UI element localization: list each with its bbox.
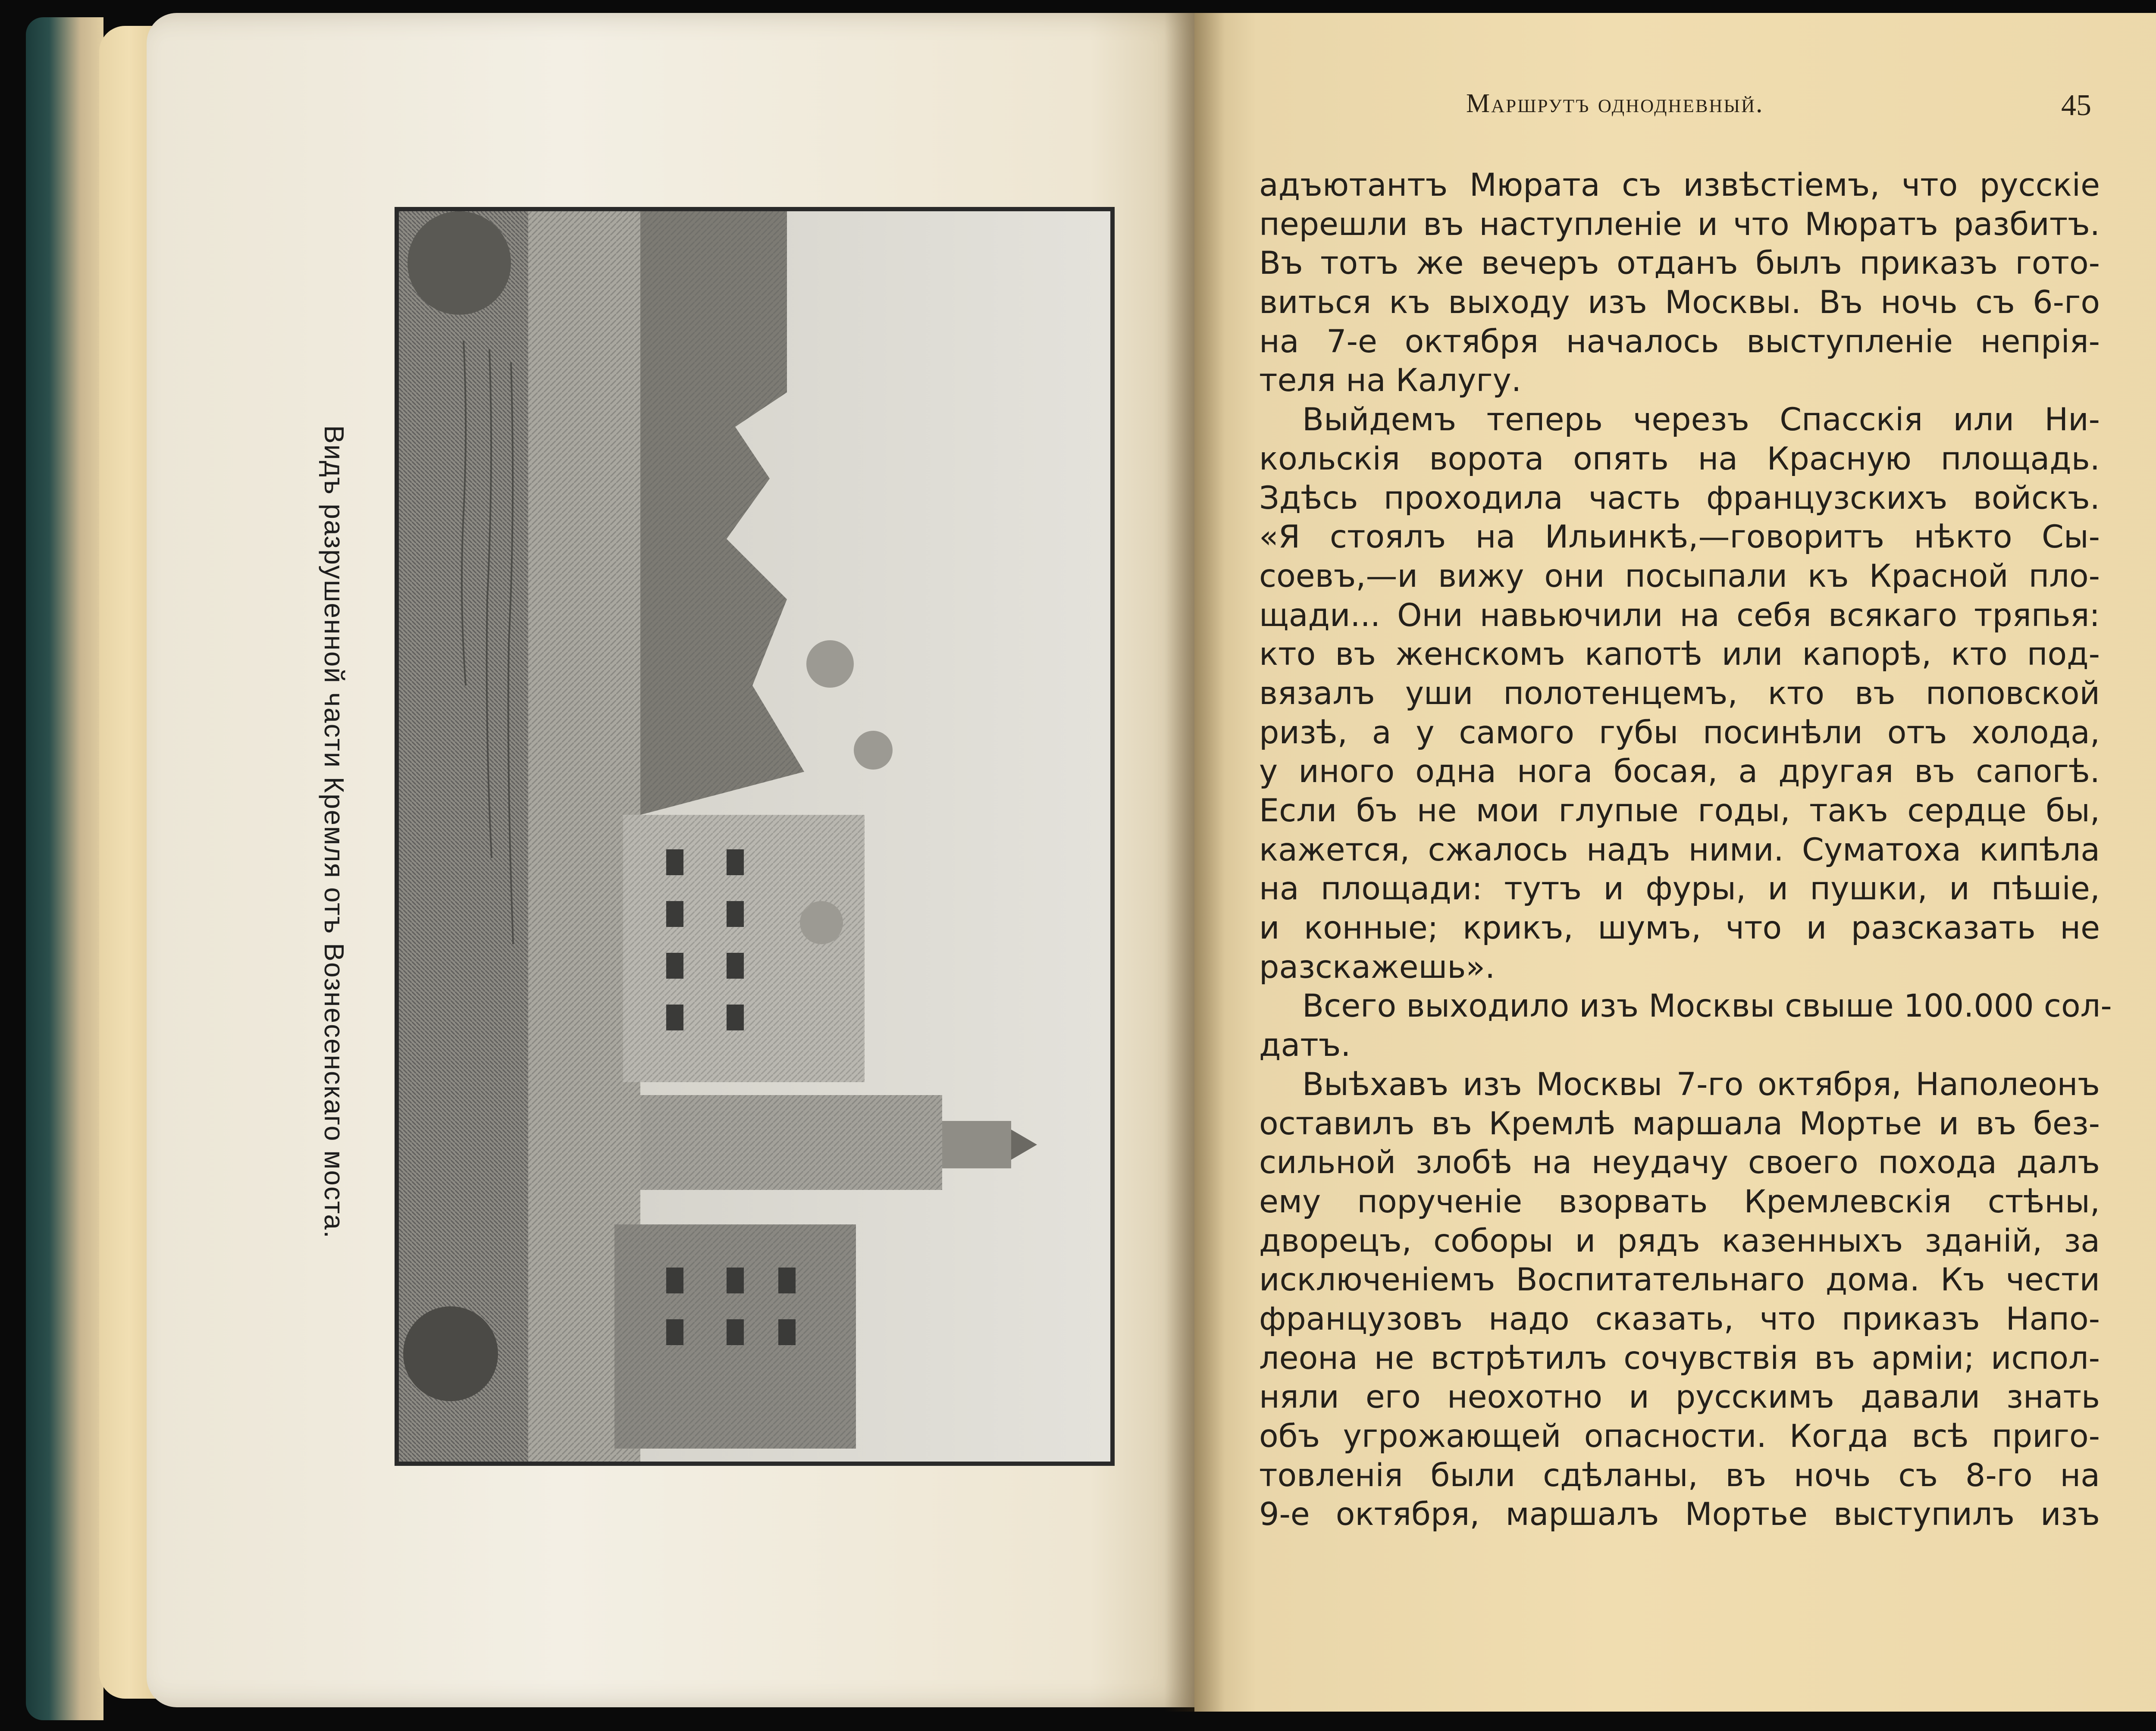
text-line: адъютантъ Мюрата съ извѣстіемъ, что русскіе	[1259, 167, 2100, 203]
book-cover-edge-left	[26, 17, 103, 1720]
text-line: кажется, сжалось надъ ними. Суматоха кипѣла	[1259, 831, 2100, 868]
text-line: дворецъ, соборы и рядъ казенныхъ зданій, за	[1259, 1222, 2100, 1259]
running-head: Маршрутъ однодневный.	[1466, 89, 1764, 118]
text-line: «Я стоялъ на Ильинкѣ,—говоритъ нѣкто Сы-	[1259, 519, 2100, 556]
text-line: виться къ выходу изъ Москвы. Въ ночь съ 6-го	[1259, 284, 2100, 321]
text-line: на 7-е октября началось выступленіе непрія-	[1259, 323, 2100, 360]
text-line: Если бъ не мои глупые годы, такъ сердце бы,	[1259, 792, 2100, 829]
text-line: кольскія ворота опять на Красную площадь.	[1259, 440, 2100, 477]
text-line: няли его неохотно и русскимъ давали знать	[1259, 1379, 2100, 1416]
text-line: на площади: тутъ и фуры, и пушки, и пѣшіе,	[1259, 870, 2100, 908]
text-line: кто въ женскомъ капотѣ или капорѣ, кто под-	[1259, 636, 2100, 673]
text-line: теля на Калугу.	[1259, 362, 1522, 399]
text-line: и конные; крикъ, шумъ, что и разсказать не	[1259, 910, 2100, 947]
text-line: Выйдемъ теперь черезъ Спасскія или Ни-	[1302, 401, 2100, 438]
kremlin-ruins-illustration	[395, 207, 1115, 1466]
text-line: леона не встрѣтилъ сочувствія въ арміи; испол-	[1259, 1340, 2100, 1377]
text-line: ризѣ, а у самого губы посинѣли отъ холода,	[1259, 714, 2100, 751]
text-line: Всего выходило изъ Москвы свыше 100.000 сол-	[1302, 988, 2112, 1025]
text-line: 9-е октября, маршалъ Мортье выступилъ изъ	[1259, 1496, 2100, 1533]
text-line: соевъ,—и вижу они посыпали къ Красной пло-	[1259, 557, 2100, 595]
text-line: французовъ надо сказать, что приказъ Напо-	[1259, 1300, 2100, 1337]
text-line: исключеніемъ Воспитательнаго дома. Къ чести	[1259, 1261, 2100, 1299]
illustration-caption: Видъ разрушенной части Кремля отъ Вознесенскаго моста.	[319, 425, 350, 1239]
text-line: сильной злобѣ на неудачу своего похода далъ	[1259, 1144, 2100, 1181]
text-line: Въ тотъ же вечеръ отданъ былъ приказъ гото-	[1259, 245, 2100, 282]
body-text	[1259, 166, 2112, 1534]
text-line: щади... Они навьючили на себя всякаго тряпья:	[1259, 597, 2100, 634]
text-line: объ угрожающей опасности. Когда всѣ приго-	[1259, 1418, 2100, 1455]
text-line: перешли въ наступленіе и что Мюратъ разбитъ.	[1259, 206, 2100, 243]
illustration-caption-area	[298, 379, 371, 1285]
text-line: у иного одна нога босая, а другая въ сапогѣ.	[1259, 753, 2100, 790]
text-line: ему порученіе взорвать Кремлевскія стѣны,	[1259, 1183, 2100, 1220]
page-number: 45	[2061, 89, 2091, 122]
text-line: разскажешь».	[1259, 948, 1495, 986]
text-line: Выѣхавъ изъ Москвы 7-го октября, Наполеонъ	[1302, 1066, 2100, 1103]
text-line: датъ.	[1259, 1027, 1351, 1064]
engraving-image	[399, 211, 1110, 1462]
text-line: оставилъ въ Кремлѣ маршала Мортье и въ без-	[1259, 1105, 2100, 1142]
text-line: вязалъ уши полотенцемъ, кто въ поповской	[1259, 675, 2100, 712]
text-line: товленія были сдѣланы, въ ночь съ 8-го на	[1259, 1457, 2100, 1494]
text-line: Здѣсь проходила часть французскихъ войскъ.	[1259, 479, 2100, 516]
book-gutter	[1164, 13, 1225, 1712]
